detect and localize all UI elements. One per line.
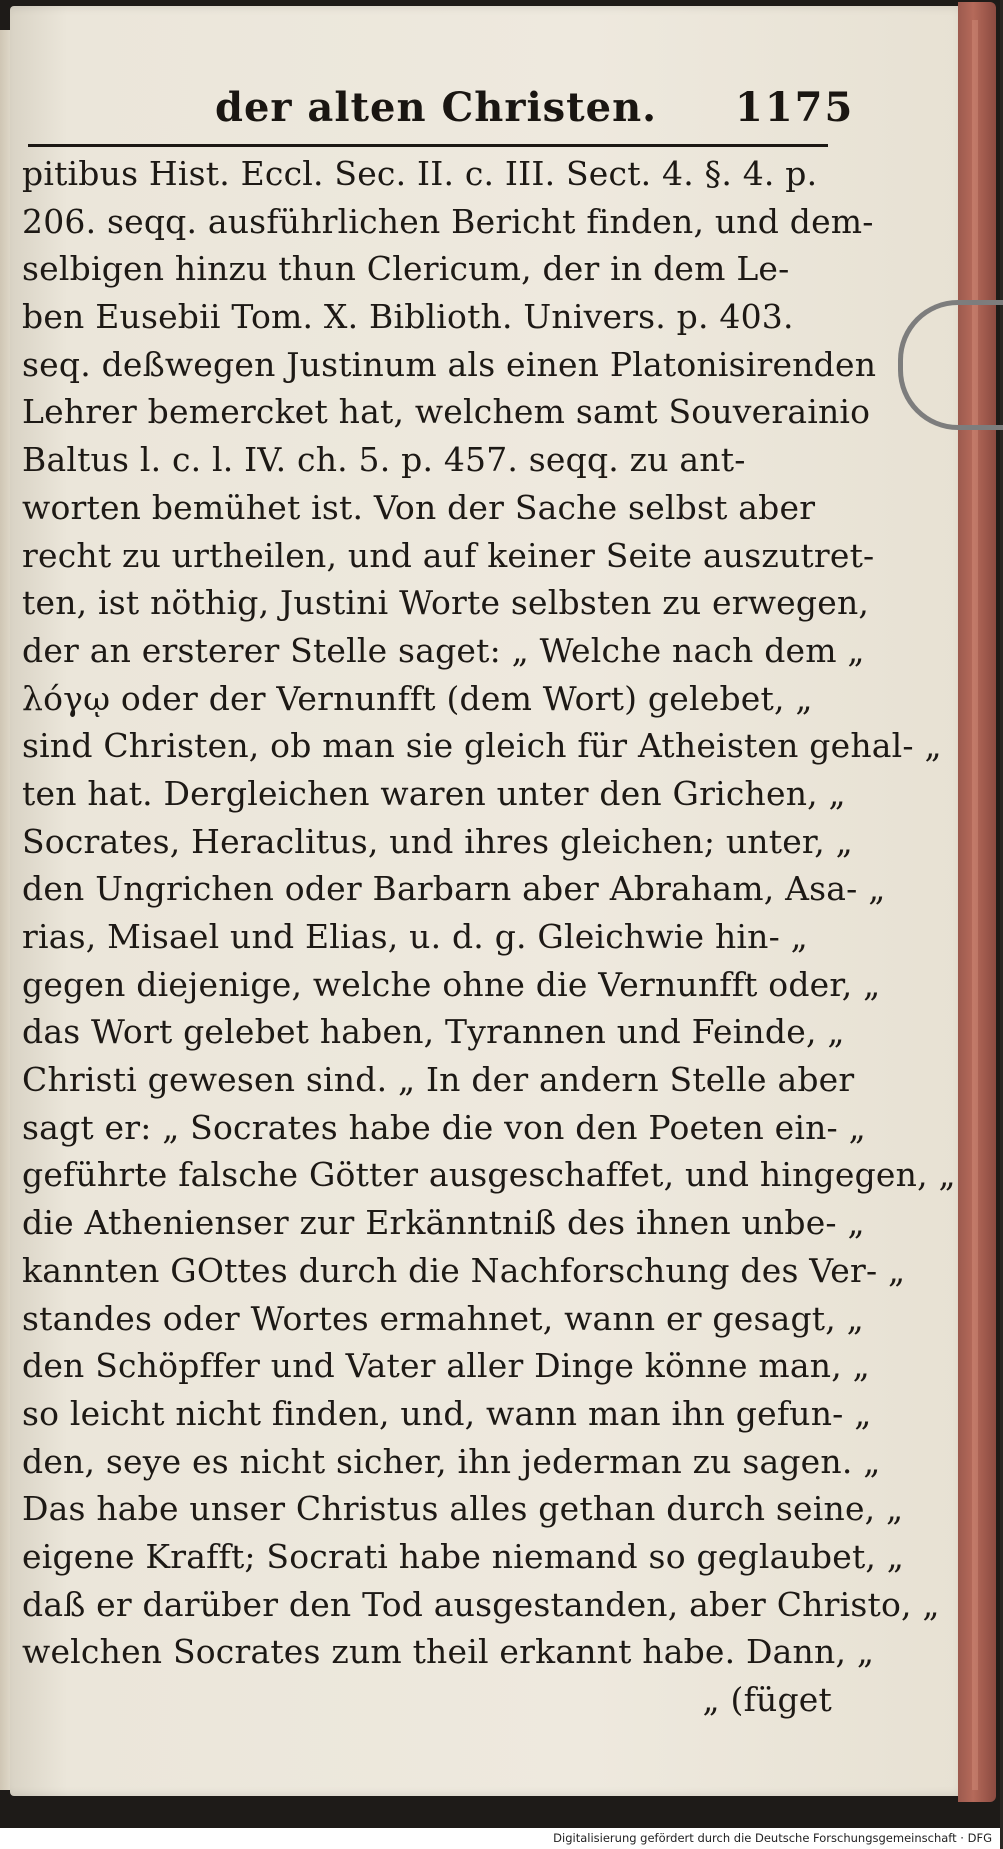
text-line: 206. seqq. ausführlichen Bericht finden, und dem-: [22, 201, 874, 241]
page-header: [30, 74, 855, 144]
footer-credit: Digitalisierung gefördert durch die Deutsche Forschungsgemeinschaft · DFG: [553, 1831, 992, 1845]
running-title: der alten Christen.: [215, 84, 658, 131]
text-line: worten bemühet ist. Von der Sache selbst aber: [22, 487, 816, 527]
text-line: sagt er: „ Socrates habe die von den Poeten ein- „: [22, 1107, 866, 1147]
text-line: selbigen hinzu thun Clericum, der in dem Le-: [22, 249, 790, 289]
text-line: der an ersterer Stelle saget: „ Welche nach dem „: [22, 630, 865, 670]
text-line: sind Christen, ob man sie gleich für Atheisten gehal- „: [22, 726, 942, 766]
text-line: den Schöpffer und Vater aller Dinge könne man, „: [22, 1346, 870, 1386]
text-line: Lehrer bemercket hat, welchem samt Souverainio: [22, 392, 871, 432]
text-line: den Ungrichen oder Barbarn aber Abraham, Asa- „: [22, 869, 886, 909]
text-line: rias, Misael und Elias, u. d. g. Gleichwie hin- „: [22, 917, 808, 956]
text-line: ben Eusebii Tom. X. Biblioth. Univers. p. 403.: [22, 297, 794, 337]
text-line: Christi gewesen sind. „ In der andern Stelle aber: [22, 1060, 855, 1100]
page-clip: [898, 300, 1003, 430]
text-line: daß er darüber den Tod ausgestanden, aber Christo, „: [22, 1584, 940, 1624]
text-line: recht zu urtheilen, und auf keiner Seite auszutret-: [22, 535, 875, 575]
text-line: ten hat. Dergleichen waren unter den Grichen, „: [22, 773, 846, 813]
text-line: geführte falsche Götter ausgeschaffet, und hingegen, „: [22, 1155, 956, 1195]
text-line: gegen diejenige, welche ohne die Vernunfft oder, „: [22, 964, 881, 1004]
red-page-edge-highlight: [972, 20, 978, 1790]
header-rule: [28, 144, 828, 147]
text-line: den, seye es nicht sicher, ihn jederman zu sagen. „: [22, 1441, 881, 1481]
text-line: Socrates, Heraclitus, und ihres gleichen; unter, „: [22, 821, 853, 861]
text-line: so leicht nicht finden, und, wann man ihn gefun- „: [22, 1393, 872, 1433]
digitization-footer: [0, 1828, 1000, 1849]
text-line: eigene Krafft; Socrati habe niemand so geglaubet, „: [22, 1536, 905, 1576]
text-line: Das habe unser Christus alles gethan durch seine, „: [22, 1489, 904, 1529]
text-line: die Athenienser zur Erkänntniß des ihnen unbe- „: [22, 1203, 865, 1243]
text-line: seq. deßwegen Justinum als einen Platonisirenden: [22, 344, 877, 384]
catchword: „ (füget: [702, 1680, 832, 1719]
text-line: Baltus l. c. l. IV. ch. 5. p. 457. seqq. zu ant-: [22, 440, 746, 480]
text-line: kannten GOttes durch die Nachforschung des Ver- „: [22, 1250, 906, 1290]
page-number: 1175: [735, 84, 855, 131]
text-line: das Wort gelebet haben, Tyrannen und Feinde, „: [22, 1012, 845, 1052]
text-line: standes oder Wortes ermahnet, wann er gesagt, „: [22, 1298, 864, 1338]
body-text: [22, 150, 956, 1724]
text-line: welchen Socrates zum theil erkannt habe. Dann, „: [22, 1632, 875, 1672]
text-line: λόγῳ oder der Vernunfft (dem Wort) gelebet, „: [22, 678, 813, 718]
text-line: pitibus Hist. Eccl. Sec. II. c. III. Sect. 4. §. 4. p.: [22, 154, 818, 193]
text-line: ten, ist nöthig, Justini Worte selbsten zu erwegen,: [22, 583, 870, 623]
